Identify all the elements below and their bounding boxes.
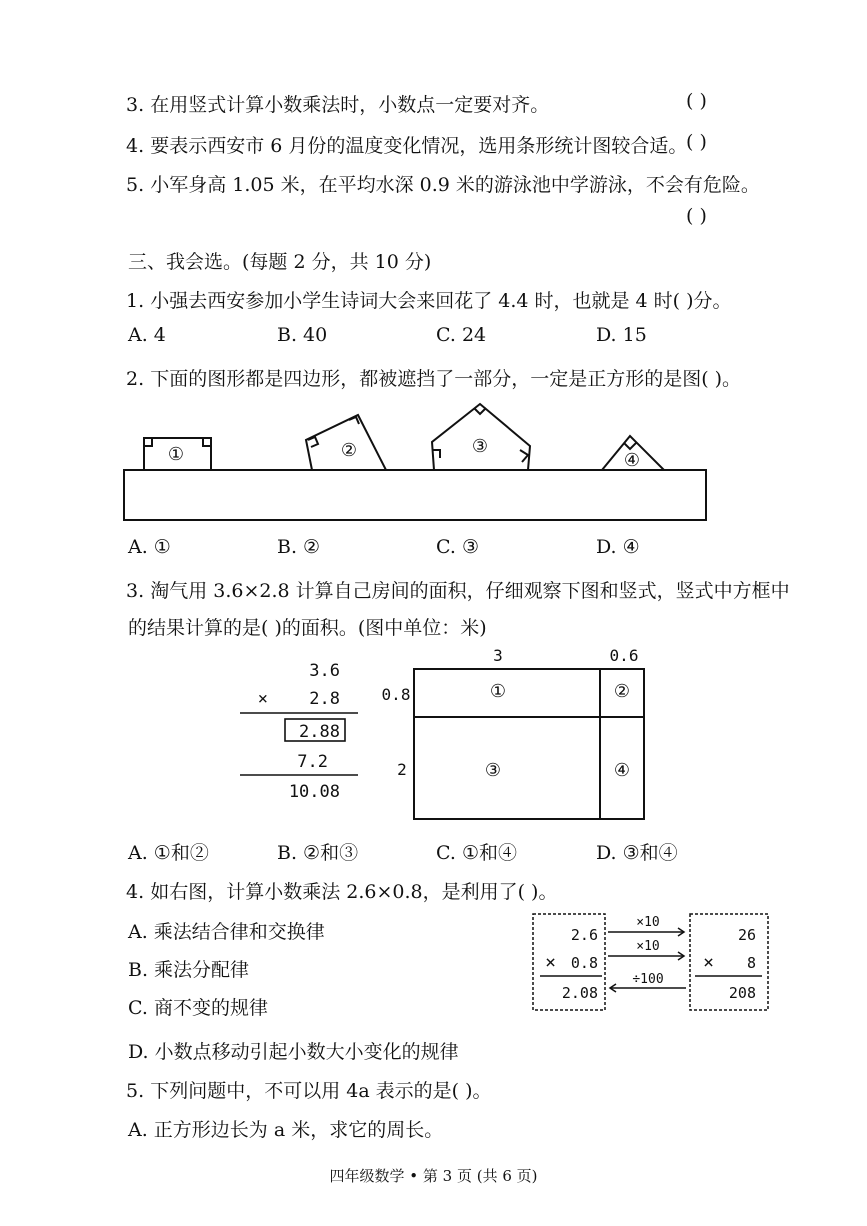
- question-text: 淘气用 3.6×2.8 计算自己房间的面积，仔细观察下图和竖式，竖式中方框中: [150, 580, 790, 602]
- question-text: 下列问题中，不可以用 4a 表示的是( )。: [150, 1080, 492, 1102]
- item-number: 4.: [126, 135, 145, 157]
- left-a: 2.6: [570, 926, 598, 944]
- question-number: 5.: [126, 1080, 145, 1102]
- answer-paren[interactable]: ( ): [686, 131, 707, 153]
- judge-item-3: [126, 90, 549, 117]
- region-2: ②: [613, 681, 631, 702]
- shape-label-1: ①: [167, 444, 185, 465]
- judge-item-4: [126, 131, 687, 158]
- right-b: 8: [746, 954, 756, 972]
- label-2: 2: [397, 760, 407, 779]
- option-a[interactable]: A. 乘法结合律和交换律: [128, 921, 325, 943]
- question-number: 3.: [126, 580, 145, 602]
- left-b: 0.8: [570, 954, 598, 972]
- region-4: ④: [613, 760, 631, 781]
- item-text: 要表示西安市 6 月份的温度变化情况，选用条形统计图较合适。: [150, 135, 688, 157]
- cover-bar: [124, 470, 706, 520]
- times-sign: ×: [257, 689, 268, 709]
- label-3: 3: [493, 646, 503, 665]
- option-b[interactable]: B. ②和③: [277, 842, 359, 864]
- option-b[interactable]: B. ②: [277, 536, 321, 558]
- answer-paren[interactable]: ( ): [686, 205, 707, 227]
- question-1: [126, 286, 732, 313]
- left-times: ×: [545, 952, 556, 973]
- question-2: [126, 364, 741, 391]
- option-a[interactable]: A. 4: [128, 324, 166, 346]
- question-text: 小强去西安参加小学生诗词大会来回花了 4.4 时，也就是 4 时( )分。: [150, 290, 732, 312]
- option-d[interactable]: D. ④: [596, 536, 640, 558]
- boxed-partial: 2.88: [299, 722, 340, 742]
- right-a: 26: [737, 926, 756, 944]
- decimal-shift-diagram: [0, 908, 867, 1018]
- answer-paren[interactable]: ( ): [686, 90, 707, 112]
- shape-label-3: ③: [471, 436, 489, 457]
- arrow-label-3: ÷100: [632, 972, 664, 987]
- question-number: 1.: [126, 290, 145, 312]
- question-4: [126, 877, 557, 904]
- right-result: 208: [728, 984, 756, 1002]
- option-d[interactable]: D. ③和④: [596, 842, 678, 864]
- item-text: 小军身高 1.05 米，在平均水深 0.9 米的游泳池中学游泳，不会有危险。: [150, 174, 760, 196]
- shape-label-2: ②: [340, 440, 358, 461]
- left-result: 2.08: [561, 984, 598, 1002]
- option-c[interactable]: C. ③: [436, 536, 479, 558]
- region-3: ③: [484, 760, 502, 781]
- question-number: 2.: [126, 368, 145, 390]
- room-rectangle: [414, 669, 644, 819]
- page-footer: 四年级数学 • 第 3 页 (共 6 页): [329, 1167, 538, 1185]
- option-d[interactable]: D. 小数点移动引起小数大小变化的规律: [128, 1041, 459, 1063]
- item-number: 5.: [126, 174, 145, 196]
- label-0.8: 0.8: [381, 685, 411, 704]
- multiplicand: 3.6: [309, 661, 340, 681]
- final-product: 10.08: [288, 782, 340, 802]
- multiplier: 2.8: [309, 689, 340, 709]
- item-number: 3.: [126, 94, 145, 116]
- option-c[interactable]: C. 商不变的规律: [128, 997, 268, 1019]
- question-3-line-2: 的结果计算的是( )的面积。(图中单位：米): [128, 617, 487, 639]
- option-c[interactable]: C. ①和④: [436, 842, 517, 864]
- item-text: 在用竖式计算小数乘法时，小数点一定要对齐。: [150, 94, 550, 116]
- option-d[interactable]: D. 15: [596, 324, 647, 346]
- option-a[interactable]: A. ①和②: [128, 842, 209, 864]
- option-a[interactable]: A. 正方形边长为 a 米，求它的周长。: [128, 1119, 444, 1141]
- region-1: ①: [489, 681, 507, 702]
- shape-label-4: ④: [623, 450, 641, 471]
- label-0.6: 0.6: [609, 646, 639, 665]
- partial-product: 7.2: [297, 752, 328, 772]
- right-times: ×: [703, 952, 714, 973]
- judge-item-5: [126, 170, 760, 197]
- question-3-line-1: [126, 576, 790, 603]
- question-5: [126, 1076, 492, 1103]
- arrow-label-2: ×10: [636, 939, 660, 954]
- quadrilateral-figure: [0, 400, 867, 530]
- multiplication-area-figure: [0, 645, 867, 825]
- option-b[interactable]: B. 40: [277, 324, 328, 346]
- question-number: 4.: [126, 881, 145, 903]
- arrow-label-1: ×10: [636, 915, 660, 930]
- question-text: 下面的图形都是四边形，都被遮挡了一部分，一定是正方形的是图( )。: [150, 368, 742, 390]
- option-b[interactable]: B. 乘法分配律: [128, 959, 250, 981]
- section-title: 三、我会选。(每题 2 分，共 10 分): [128, 251, 432, 273]
- question-text: 如右图，计算小数乘法 2.6×0.8，是利用了( )。: [150, 881, 558, 903]
- option-a[interactable]: A. ①: [128, 536, 171, 558]
- option-c[interactable]: C. 24: [436, 324, 487, 346]
